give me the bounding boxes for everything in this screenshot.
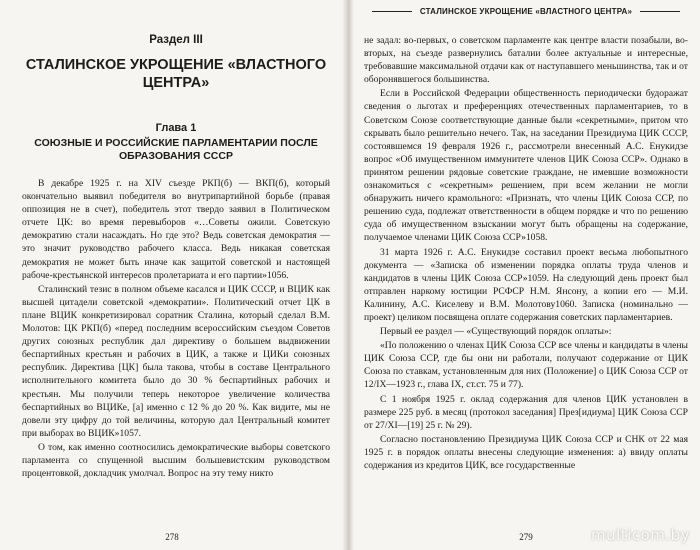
running-head [364, 2, 688, 20]
right-paragraph-7: Согласно постановлению Президиума ЦИК Союза ССР и СНК от 22 мая 1925 г. в порядок оплаты внесены следующие изменения: а) ввиду оплаты содержания из кредитов ЦИК, все государственные [364, 433, 688, 471]
right-paragraph-6: С 1 ноября 1925 г. оклад содержания для членов ЦИК установлен в размере 225 руб. в месяц (протокол заседания] През[идиума] ЦИК Союза ССР от 27/XI—[19] 25 г. № 29). [364, 393, 688, 431]
left-paragraph-2: Сталинский тезис в полном объеме касался и ЦИК СССР, и ВЦИК как высшей цитадели советской «демократии». Политический отчет ЦК в плане ВЦИК конкретизировал соратник Сталина, который сделал В.М. Молотов: ЦК РКП(б) «перед последним всероссийским съездом Советов других союзных республик дал директиву о большем выдвижении беспартийных крестьян и рабочих в ЦИК, а также и ЦИКи союзных республик. Директива [ЦК] была такова, чтобы в составе Центрального исполнительного комитета было до 30 % беспартийных рабочих и крестьян. Мы получили теперь некоторое увеличение количества беспартийных во ВЦИКе, [а] именно с 12 % до 20 %. Как видите, мы не довели эту цифру до той величины, которую дал Центральный комитет при выборах во ВЦИК»1057. [22, 283, 330, 439]
chapter-label: Глава 1 [155, 122, 197, 134]
running-head-text: СТАЛИНСКОЕ УКРОЩЕНИЕ «ВЛАСТНОГО ЦЕНТРА» [419, 6, 633, 16]
section-label: Раздел III [149, 34, 203, 46]
right-paragraph-1: не задал: во-первых, о советском парламенте как центре власти позабыли, во-вторых, на съезде развернулись баталии более актуальные и интересные, требовавшие максимальной отдачи как от наступавшего меньшинства, так и от оборонявшегося большинства. [364, 35, 688, 86]
chapter-title: СОЮЗНЫЕ И РОССИЙСКИЕ ПАРЛАМЕНТАРИИ ПОСЛЕ ОБРАЗОВАНИЯ СССР [34, 137, 318, 162]
left-paragraph-1: В декабре 1925 г. на XIV съезде РКП(б) — ВКП(б), который окончательно выявил победителя во внутрипартийной борьбе (правая оппозиция не в счет), победитель этот твердо заявил в Политическом отчете ЦК: во время перевыборов «…Советы ожили. Советскую демократию стали насаждать. Но где это? Ведь советская демократия — это значит руководство рабочего класса. Ведь никакая советская демократия не может быть иначе как защитой советской и настоящей рабоче-крестьянской интересов пролетариата и его партии»1056. [22, 178, 330, 281]
right-page [352, 0, 700, 550]
right-paragraph-2: Если в Российской Федерации общественность периодически будоражат сведения о льготах и преференциях отечественных парламентариев, то в Советском Союзе соответствующие данные были «секретными», притом что скрывать было решительно нечего. Так, на заседании Президиума ЦИК СССР, состоявшемся 19 февраля 1926 г., рассмотрели внесенный А.С. Енукидзе вопрос «Об имущественном иммунитете членов ЦИК Союза ССР». Однако в принятом решении рядовые советские граждане, не имевшие возможности ознакомиться с «секретным» решением, при всем желании не могли обнаружить ничего крамольного: «Признать, что члены ЦИК Союза ССР, по решению суда, подлежат ответственности в общем порядке и что по решению суда об имущественном взыскании могут быть обращены на содержание, получаемое членами ЦИК Союза ССР»1058. [364, 88, 688, 244]
right-page-number: 279 [519, 532, 533, 542]
right-paragraph-4: Первый ее раздел — «Существующий порядок оплаты»: [380, 326, 612, 338]
left-page [0, 0, 344, 550]
left-paragraph-3: О том, как именно соотносились демократические выборы советского парламента со спущенной высшим большевистским руководством процентовкой, докладчик умолчал. Вопрос на эту тему никто [22, 441, 330, 480]
running-head-rule-right [640, 11, 680, 12]
right-paragraph-3: 31 марта 1926 г. А.С. Енукидзе составил проект весьма любопытного документа — «Записка об изменении порядка оплаты труда членов и кандидатов в члены ЦИК Союза ССР»1059. На следующий день проект был отправлен наркому юстиции РСФСР Н.М. Янсону, а копии его — М.И. Калинину, А.С. Киселеву и В.М. Молотову1060. Записка (номинально — проект) целиком посвящена оплате содержания советских парламентариев. [364, 246, 688, 323]
section-title: СТАЛИНСКОЕ УКРОЩЕНИЕ «ВЛАСТНОГО ЦЕНТРА» [25, 57, 327, 91]
left-page-number: 278 [165, 532, 179, 542]
running-head-rule-left [372, 11, 412, 12]
right-paragraph-5: «По положению о членах ЦИК Союза ССР все члены и кандидаты в члены ЦИК Союза ССР, где бы они ни работали, получают содержание от ЦИК Союза по ставкам, установленным для них (Положение] о ЦИК Союза ССР от 12/IX—1923 г., глава IX, ст.ст. 75 и 77). [364, 340, 688, 391]
watermark-logo: multicom.by [590, 526, 690, 544]
